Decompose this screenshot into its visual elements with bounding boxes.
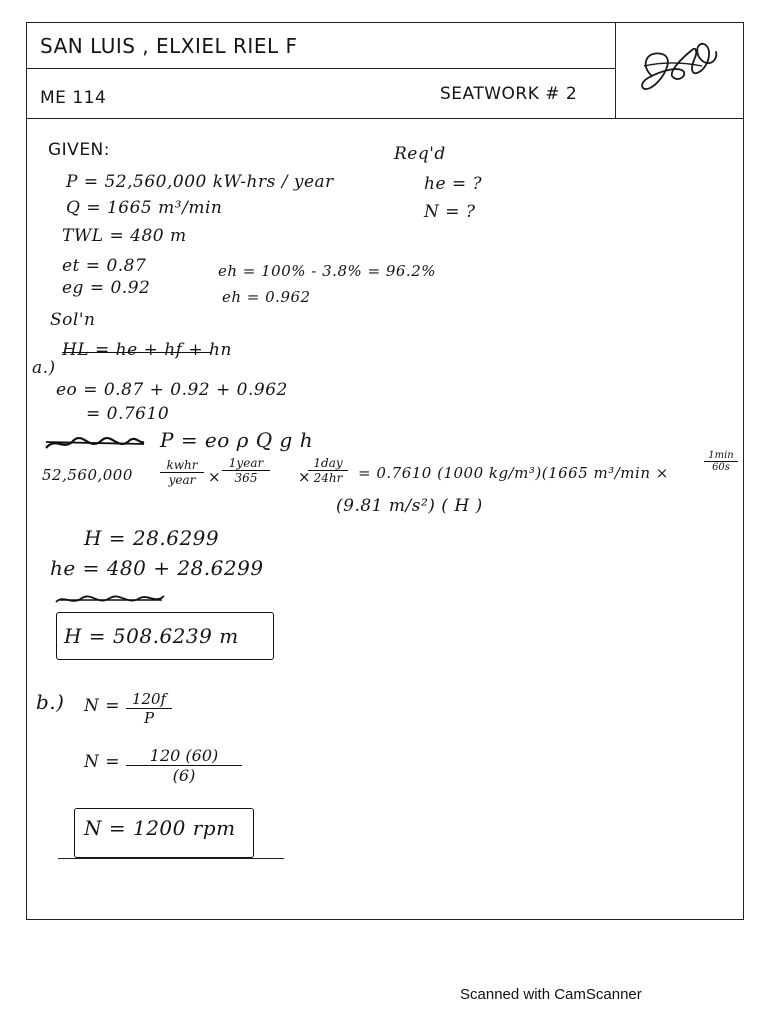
- efficiency-equation: eo = 0.87 + 0.92 + 0.962: [56, 380, 288, 400]
- required-heading: Req'd: [394, 144, 446, 164]
- fraction-denominator: 365: [234, 471, 258, 485]
- calc-second-line: (9.81 m/s²) ( H ): [336, 496, 483, 516]
- header-divider: [26, 68, 616, 69]
- solution-heading: Sol'n: [50, 310, 96, 330]
- fraction-numerator: 1min: [704, 450, 738, 462]
- head-result: H = 28.6299: [84, 526, 220, 550]
- fraction-numerator: 120 (60): [126, 746, 242, 766]
- fraction-numerator: 1day: [308, 456, 348, 471]
- part-b-label: b.): [36, 690, 65, 714]
- fraction-kwhr-per-year: [160, 458, 204, 487]
- signature-box-divider: [615, 22, 616, 118]
- effective-head-sum: he = 480 + 28.6299: [50, 556, 264, 580]
- header-bottom-line: [26, 118, 744, 119]
- required-n: N = ?: [424, 202, 476, 222]
- fraction-year-per-days: [222, 456, 270, 485]
- fraction-denominator: 24hr: [313, 471, 343, 485]
- given-flow: Q = 1665 m³/min: [66, 198, 223, 218]
- fraction-numerator: kwhr: [160, 458, 204, 473]
- course-code: ME 114: [40, 88, 107, 108]
- fraction-day-per-hours: [308, 456, 348, 485]
- final-answer-speed: N = 1200 rpm: [84, 816, 236, 840]
- times-sign: ×: [298, 468, 312, 486]
- fraction-denominator: year: [168, 473, 196, 487]
- fraction-denominator: 60s: [712, 462, 730, 473]
- fraction-numerator: 1year: [222, 456, 270, 471]
- given-eh-1: eh = 100% - 3.8% = 96.2%: [218, 262, 436, 280]
- given-et: et = 0.87: [62, 256, 147, 276]
- fraction-denominator: (6): [172, 766, 196, 785]
- speed-formula-fraction: [126, 690, 172, 727]
- activity-title: SEATWORK # 2: [440, 84, 578, 104]
- scribbled-out-word: [44, 430, 146, 456]
- underline: [58, 858, 284, 859]
- speed-substitution-lhs: N =: [84, 752, 121, 772]
- final-answer-head: H = 508.6239 m: [64, 624, 239, 648]
- fraction-min-per-sec: [704, 450, 738, 473]
- student-name: SAN LUIS , ELXIEL RIEL F: [40, 34, 298, 58]
- power-formula: P = eo ρ Q g h: [160, 428, 314, 452]
- given-power: P = 52,560,000 kW-hrs / year: [66, 172, 334, 192]
- scanner-watermark: Scanned with CamScanner: [460, 986, 642, 1003]
- scribbled-out-line: [54, 590, 166, 610]
- speed-formula-lhs: N =: [84, 696, 121, 716]
- fraction-denominator: P: [143, 709, 155, 727]
- struck-head-equation: HL = he + hf + hn: [62, 340, 232, 360]
- speed-substitution-fraction: [126, 746, 242, 785]
- calc-power-value: 52,560,000: [42, 466, 133, 484]
- signature-image: [632, 36, 724, 102]
- given-twl: TWL = 480 m: [62, 226, 187, 246]
- required-he: he = ?: [424, 174, 483, 194]
- efficiency-result: = 0.7610: [86, 404, 170, 424]
- times-sign: ×: [208, 468, 222, 486]
- strike-through-line: [62, 352, 212, 353]
- given-eh-2: eh = 0.962: [222, 288, 311, 306]
- part-a-label: a.): [32, 358, 56, 378]
- given-heading: GIVEN:: [48, 140, 111, 160]
- fraction-numerator: 120f: [126, 690, 172, 709]
- calc-right-side: = 0.7610 (1000 kg/m³)(1665 m³/min ×: [358, 464, 669, 482]
- given-eg: eg = 0.92: [62, 278, 151, 298]
